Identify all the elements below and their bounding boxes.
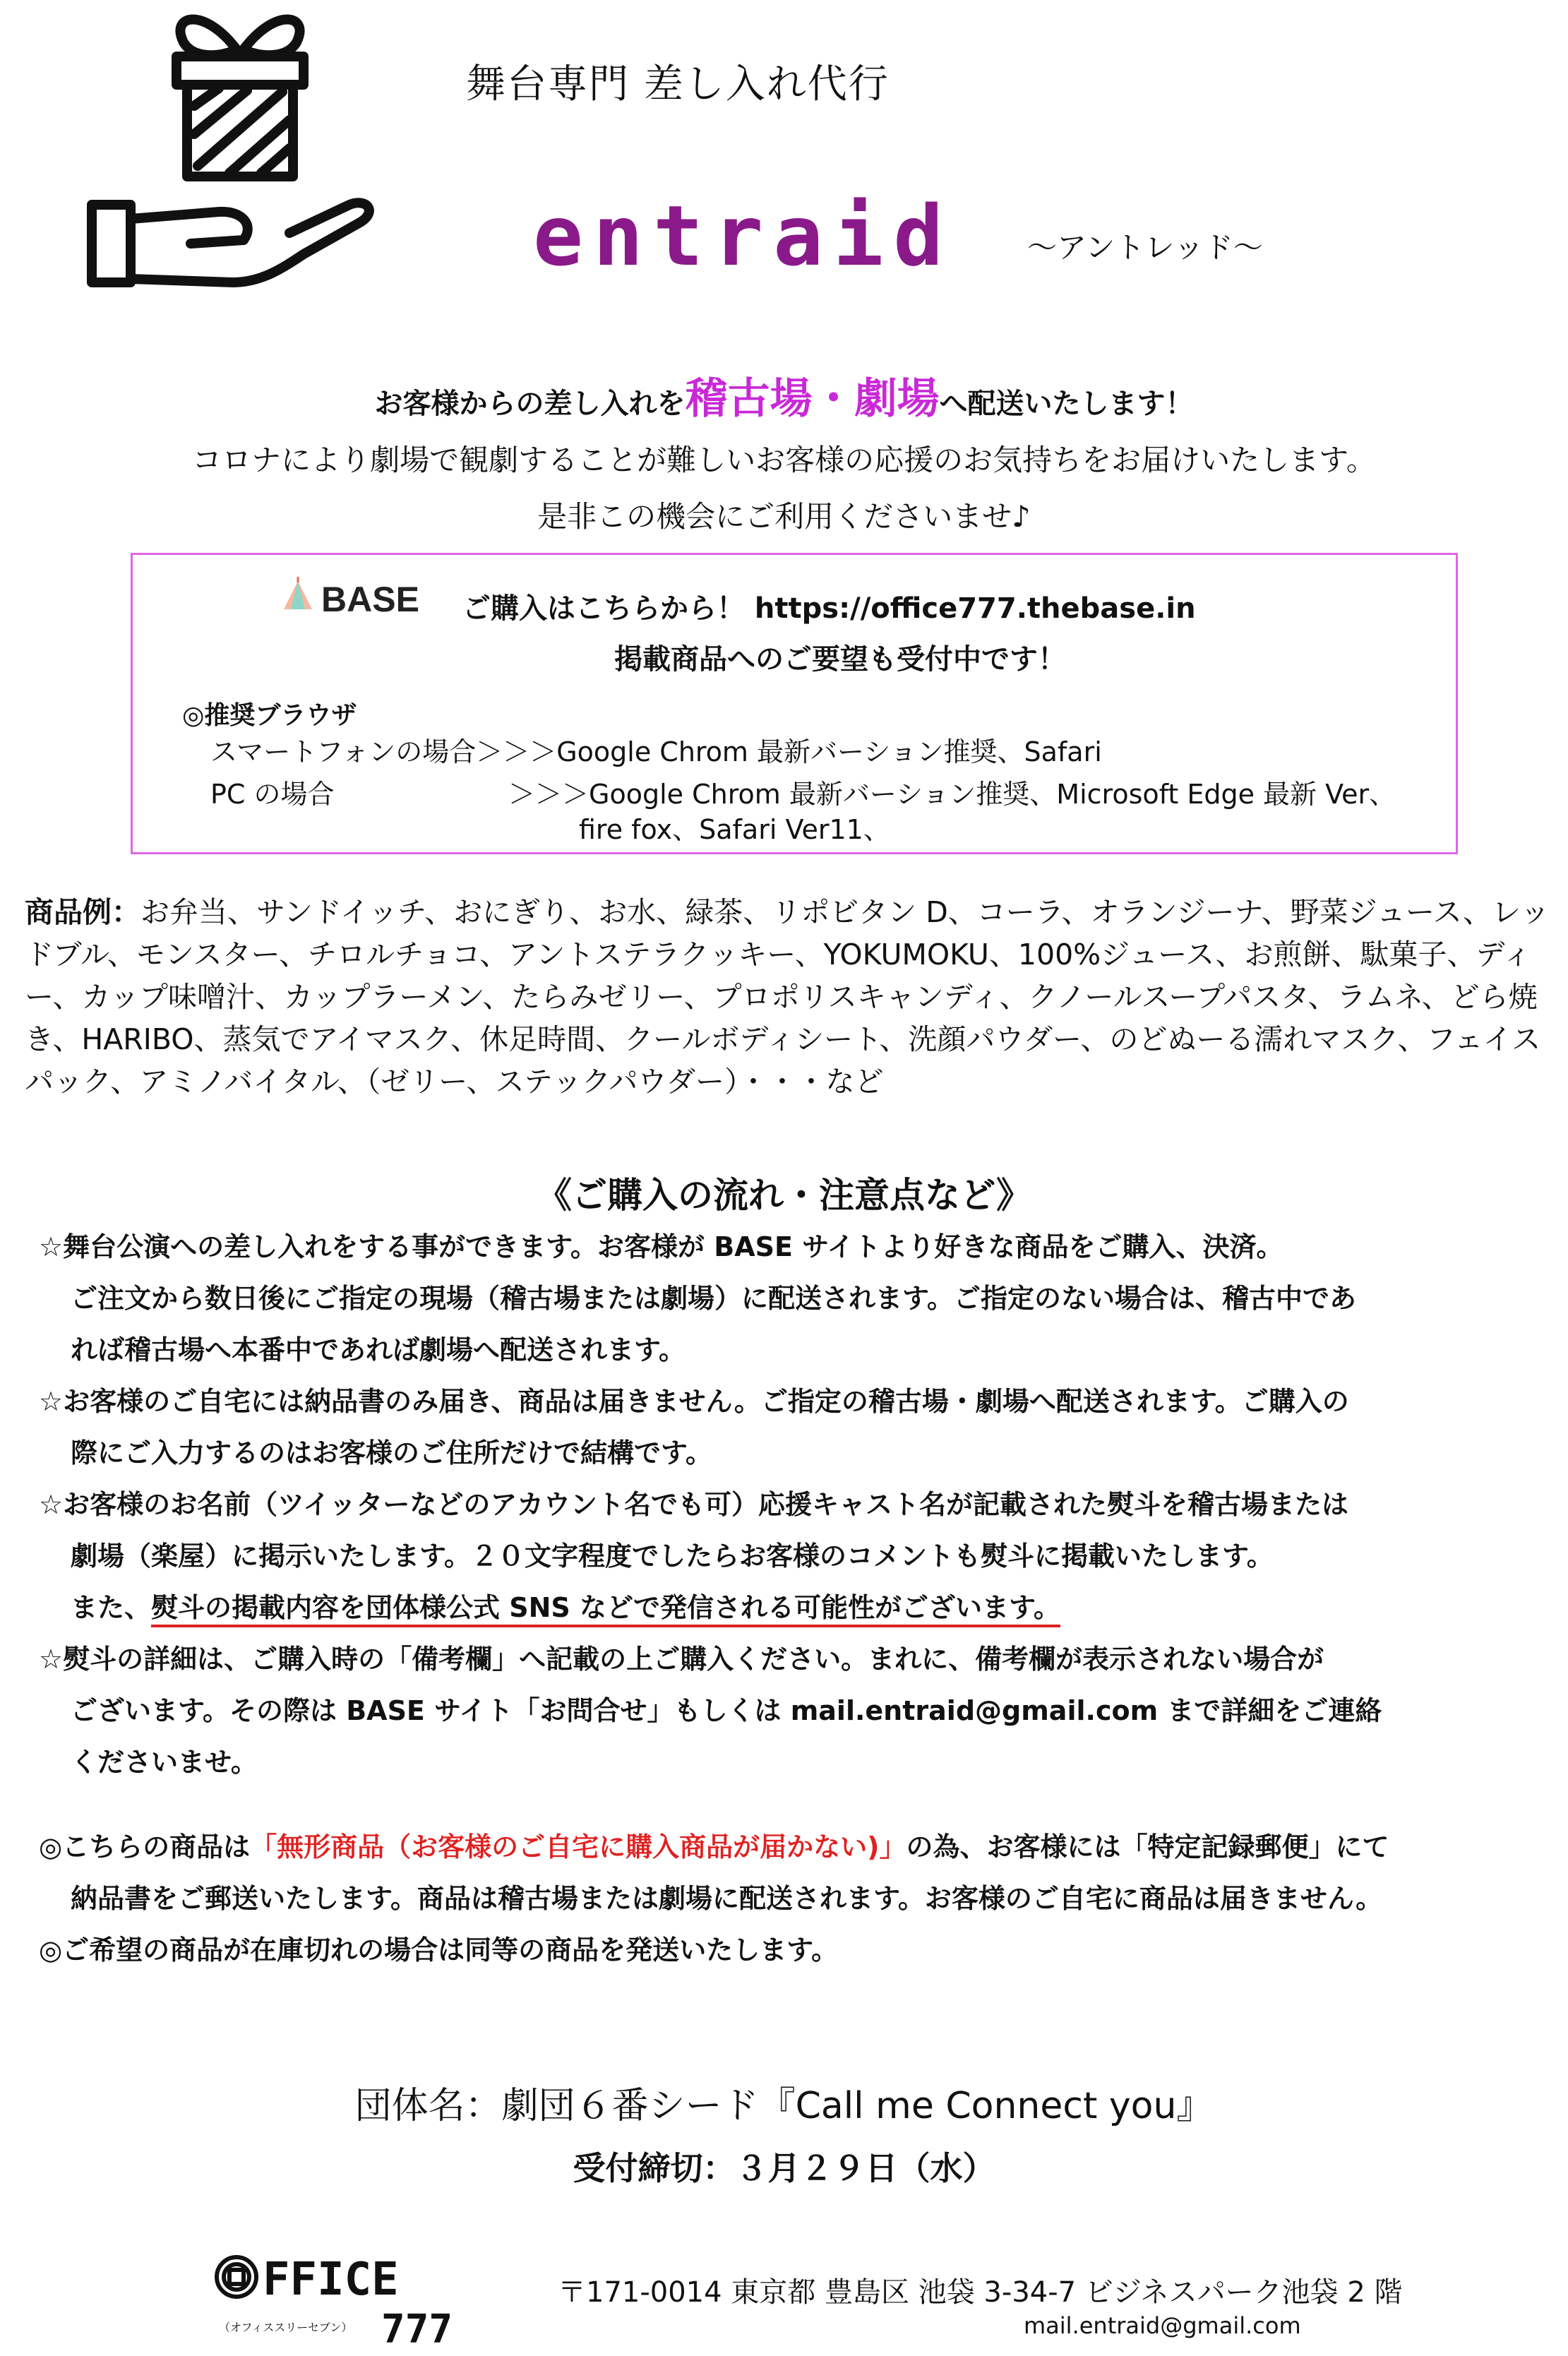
note-2-line-2: 際にご入力するのはお客様のご住所だけで結構です。	[71, 1437, 712, 1469]
service-title: 舞台専門 差し入れ代行	[466, 61, 890, 107]
intro-line-2: コロナにより劇場で観劇することが難しいお客様の応援のお気持ちをお届けいたします。	[192, 443, 1376, 477]
entraid-logo: entraid	[533, 187, 954, 285]
browser-pc-value: ＞＞＞Google Chrom 最新バーション推奨、Microsoft Edge 最新 Ver、	[508, 779, 1396, 810]
note-1-line-1: ☆舞台公演への差し入れをする事ができます。お客様が BASE サイトより好きな商品をご購入、決済。	[39, 1231, 1283, 1262]
notice-2: ◎ご希望の商品が在庫切れの場合は同等の商品を発送いたします。	[39, 1935, 839, 1966]
notice-1-red: 「無形商品（お客様のご自宅に購入商品が届かない)」	[250, 1831, 906, 1862]
office777-logo-number: 777	[381, 2307, 453, 2351]
flow-notes	[39, 1221, 1557, 1788]
browser-heading: ◎推奨ブラウザ	[182, 701, 357, 730]
browser-pc-label: PC の場合	[210, 779, 335, 810]
base-logo: BASE	[321, 580, 419, 619]
product-examples	[25, 891, 1550, 1103]
note-3-line-2: 劇場（楽屋）に掲示いたします。２０文字程度でしたらお客様のコメントも熨斗に掲載いたします。	[71, 1541, 1274, 1572]
note-1-line-3: れば稽古場へ本番中であれば劇場へ配送されます。	[71, 1334, 686, 1365]
intro-line-1	[0, 371, 1568, 432]
flow-heading: 《ご購入の流れ・注意点など》	[537, 1175, 1031, 1216]
footer-email[interactable]: mail.entraid@gmail.com	[1024, 2312, 1301, 2339]
notice-1	[39, 1822, 1557, 1925]
base-request-note: 掲載商品へのご要望も受付中です！	[614, 643, 1066, 676]
office777-logo	[212, 2252, 487, 2351]
note-4-line-1: ☆熨斗の詳細は、ご購入時の「備考欄」へ記載の上ご購入ください。まれに、備考欄が表示されない場合が	[39, 1644, 1324, 1675]
intro-line-1-pre: お客様からの差し入れを	[374, 388, 686, 420]
intro-line-1-post: へ配送いたします！	[939, 388, 1194, 420]
product-examples-text: お弁当、サンドイッチ、おにぎり、お水、緑茶、リポビタン D、コーラ、オランジーナ、野菜ジュース、レッドブル、モンスター、チロルチョコ、アントステラクッキー、YOKUMOKU、100%ジュース、お煎餅、駄菓子、ディー、カップ味噌汁、カップラーメン、たらみゼリー、プロポリスキャンディ、クノールスープパスタ、ラムネ、どら焼き、HARIBO、蒸気でアイマスク、休足時間、クールボディシート、洗顔パウダー、のどぬーる濡れマスク、フェイスパック、アミノバイタル、（ゼリー、ステックパウダー）・・・など	[25, 895, 1550, 1099]
note-4-line-3: くださいませ。	[71, 1747, 258, 1778]
notice-section	[39, 1822, 1557, 1976]
notice-1-line-2: 納品書をご郵送いたします。商品は稽古場または劇場に配送されます。お客様のご自宅に商品は届きません。	[71, 1883, 1383, 1914]
note-3-line-3	[39, 1582, 1557, 1634]
note-4	[39, 1634, 1557, 1788]
note-2-line-1: ☆お客様のご自宅には納品書のみ届き、商品は届きません。ご指定の稽古場・劇場へ配送されます。ご購入の	[39, 1386, 1349, 1417]
intro-line-3: 是非この機会にご利用くださいませ♪	[537, 499, 1031, 534]
product-examples-label: 商品例：	[25, 895, 140, 929]
gift-hand-icon	[78, 0, 402, 311]
note-1-line-2: ご注文から数日後にご指定の現場（稽古場または劇場）に配送されます。ご指定のない場合は、稽古中であ	[71, 1283, 1356, 1314]
notice-1-post: の為、お客様には「特定記録郵便」にて	[906, 1831, 1389, 1862]
note-3-line-3-pre: また、	[71, 1592, 152, 1623]
note-3-line-1: ☆お客様のお名前（ツイッターなどのアカウント名でも可）応援キャスト名が記載された熨斗を稽古場または	[39, 1489, 1349, 1520]
office777-logo-kana: （オフィススリーセブン）	[219, 2321, 353, 2334]
note-3-underlined: 熨斗の掲載内容を団体様公式 SNS などで発信される可能性がございます。	[151, 1592, 1060, 1627]
intro-highlight: 稽古場・劇場	[685, 374, 940, 424]
note-1	[39, 1221, 1557, 1376]
intro-section	[0, 371, 1568, 545]
note-4-line-2: ございます。その際は BASE サイト「お問合せ」もしくは mail.entraid@gmail.com まで詳細をご連絡	[71, 1695, 1382, 1726]
office777-logo-word: FFICE	[263, 2254, 399, 2306]
browser-smartphone: スマートフォンの場合＞＞＞Google Chrom 最新バーション推奨、Safari	[210, 736, 1102, 767]
note-3	[39, 1479, 1557, 1634]
group-name: 団体名：劇団６番シード『Call me Connect you』	[354, 2085, 1214, 2127]
base-purchase-link[interactable]: ご購入はこちらから！ https://office777.thebase.in	[462, 592, 1196, 625]
notice-1-pre: ◎こちらの商品は	[39, 1831, 251, 1862]
browser-pc-value-cont: fire fox、Safari Ver11、	[579, 814, 890, 845]
footer-address: 〒171-0014 東京都 豊島区 池袋 3-34-7 ビジネスパーク池袋 2 階	[558, 2276, 1403, 2309]
deadline: 受付締切：３月２９日（水）	[573, 2149, 995, 2187]
entraid-logo-kana: 〜アントレッド〜	[1027, 230, 1263, 265]
base-teepee-icon	[281, 575, 315, 611]
note-2	[39, 1376, 1557, 1479]
